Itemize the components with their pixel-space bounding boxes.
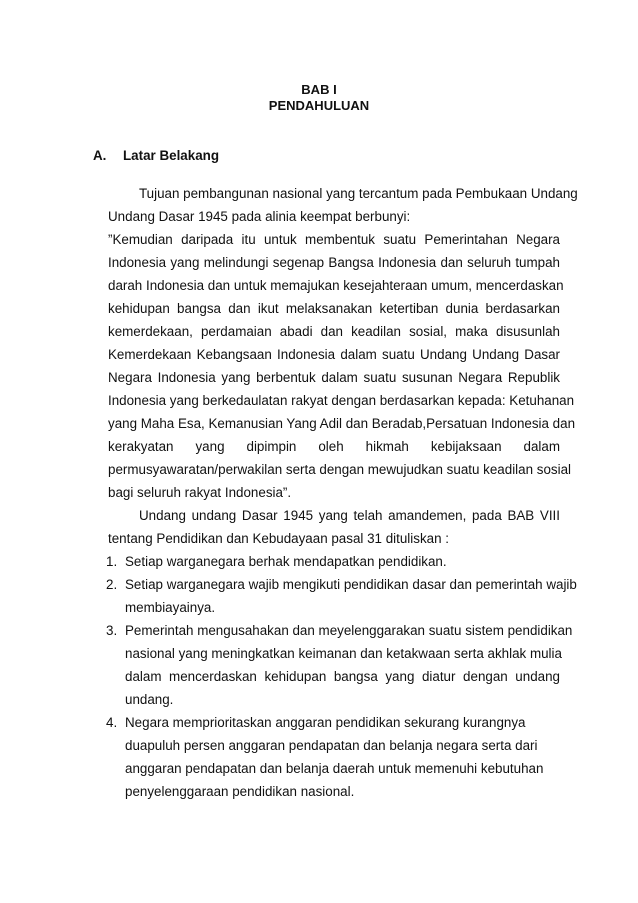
list-item-line: Setiap warganegara wajib mengikuti pendidikan dasar dan pemerintah wajib [125,577,577,592]
list-item-line: Setiap warganegara berhak mendapatkan pendidikan. [125,554,447,569]
list-number: 1. [106,554,118,569]
paragraph-line: kerakyatan yang dipimpin oleh hikmah kebijaksaan dalam [108,439,560,454]
paragraph-line: Indonesia yang berkedaulatan rakyat dengan berdasarkan kepada: Ketuhanan [108,393,575,408]
list-item-line: dalam mencerdaskan kehidupan bangsa yang diatur dengan undang [125,669,560,684]
list-item-line: penyelenggaraan pendidikan nasional. [125,784,355,799]
list-item-line: membiayainya. [125,600,216,615]
paragraph-line: ”Kemudian daripada itu untuk membentuk suatu Pemerintahan Negara [108,232,560,247]
list-number: 4. [106,715,118,730]
paragraph-line: kemerdekaan, perdamaian abadi dan keadilan sosial, maka disusunlah [108,324,560,339]
section-title: Latar Belakang [123,148,220,163]
paragraph-line: permusyawaratan/perwakilan serta dengan mewujudkan suatu keadilan sosial [108,462,571,477]
paragraph-line: Undang undang Dasar 1945 yang telah amandemen, pada BAB VIII [139,508,560,523]
paragraph-line: yang Maha Esa, Kemanusian Yang Adil dan Beradab,Persatuan Indonesia dan [108,416,576,431]
section-letter: A. [93,148,107,163]
chapter-title: PENDAHULUAN [268,98,370,113]
paragraph-line: Undang Dasar 1945 pada alinia keempat berbunyi: [108,209,411,224]
paragraph-line: Indonesia yang melindungi segenap Bangsa Indonesia dan seluruh tumpah [108,255,560,270]
paragraph-line: tentang Pendidikan dan Kebudayaan pasal 31 dituliskan : [108,531,449,546]
list-item-line: Pemerintah mengusahakan dan meyelenggarakan suatu sistem pendidikan [125,623,573,638]
list-item-line: duapuluh persen anggaran pendapatan dan belanja negara serta dari [125,738,538,753]
list-number: 2. [106,577,118,592]
section-heading [93,148,219,163]
paragraph-line: kehidupan bangsa dan ikut melaksanakan ketertiban dunia berdasarkan [108,301,560,316]
list-item-line: nasional yang meningkatkan keimanan dan ketakwaan serta akhlak mulia [125,646,562,661]
list-item-line: Negara memprioritaskan anggaran pendidikan sekurang kurangnya [125,715,526,730]
paragraph-line: Negara Indonesia yang berbentuk dalam suatu susunan Negara Republik [108,370,560,385]
paragraph-line: bagi seluruh rakyat Indonesia”. [108,485,292,500]
list-number: 3. [106,623,118,638]
list-item-line: undang. [125,692,174,707]
paragraph-line: Tujuan pembangunan nasional yang tercantum pada Pembukaan Undang [139,186,578,201]
list-item-line: anggaran pendapatan dan belanja daerah untuk memenuhi kebutuhan [125,761,544,776]
paragraph-line: darah Indonesia dan untuk memajukan kesejahteraan umum, mencerdaskan [108,278,564,293]
paragraph-line: Kemerdekaan Kebangsaan Indonesia dalam suatu Undang Undang Dasar [108,347,560,362]
chapter-number: BAB I [301,82,337,97]
